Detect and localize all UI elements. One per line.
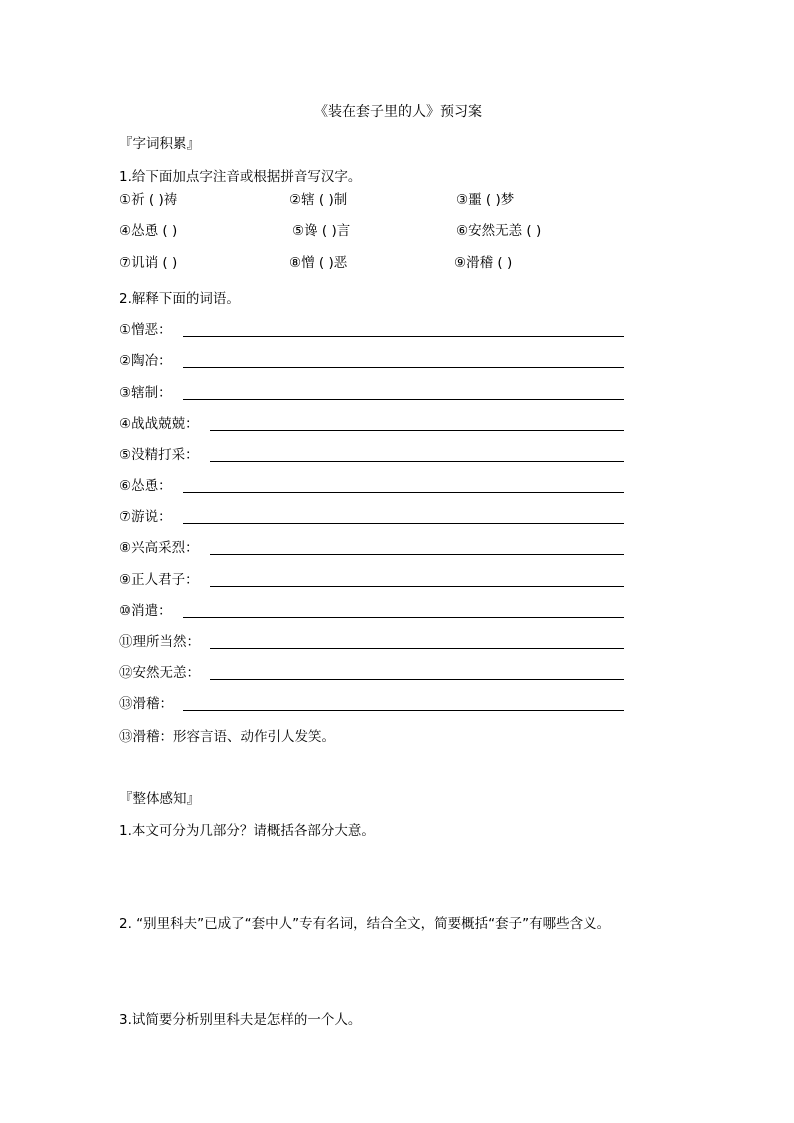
overview-question-2: 2. “别里科夫”已成了“套中人”专有名词，结合全文，简要概括“套子”有哪些含义。: [119, 916, 611, 932]
answer-line: [210, 461, 624, 462]
definition-term: ⑩消遣：: [119, 603, 172, 619]
overview-question-1: 1.本文可分为几部分？请概括各部分大意。: [119, 823, 375, 839]
answer-line: [183, 710, 624, 711]
pinyin-item: ⑦讥诮 ( ): [119, 255, 178, 271]
definition-term: ⑬滑稽：: [119, 696, 173, 712]
definition-term: ⑨正人君子：: [119, 572, 199, 588]
definition-term: ⑦游说：: [119, 509, 172, 525]
pinyin-item: ⑥安然无恙 ( ): [456, 223, 542, 239]
section-header-vocabulary: 『字词积累』: [119, 136, 200, 152]
definition-term: ⑪理所当然：: [119, 634, 200, 650]
answer-line: [183, 367, 624, 368]
definition-term: ⑥怂恿：: [119, 478, 172, 494]
definition-term: ⑧兴高采烈：: [119, 540, 199, 556]
pinyin-item: ③噩 ( )梦: [456, 192, 515, 208]
overview-question-3: 3.试简要分析别里科夫是怎样的一个人。: [119, 1012, 362, 1028]
pinyin-item: ①祈 ( )祷: [119, 192, 178, 208]
pinyin-item: ⑤谗 ( )言: [292, 223, 351, 239]
pinyin-item: ⑨滑稽 ( ): [454, 255, 513, 271]
answer-line: [183, 523, 624, 524]
answer-line: [183, 399, 624, 400]
pinyin-item: ④怂恿 ( ): [119, 223, 178, 239]
page-title: 《装在套子里的人》预习案: [314, 104, 482, 120]
question-1-label: 1.给下面加点字注音或根据拼音写汉字。: [119, 169, 362, 185]
pinyin-item: ⑧憎 ( )恶: [289, 255, 348, 271]
definition-term: ①憎恶：: [119, 322, 172, 338]
definition-term: ③辖制：: [119, 385, 172, 401]
definition-term: ⑤没精打采：: [119, 447, 199, 463]
answer-line: [210, 586, 624, 587]
answer-line: [183, 617, 624, 618]
answer-line: [183, 336, 624, 337]
definition-term: ②陶冶：: [119, 353, 172, 369]
answer-line: [210, 679, 624, 680]
answer-line: [210, 554, 624, 555]
definition-example: ⑬滑稽：形容言语、动作引人发笑。: [119, 729, 335, 745]
definition-term: ④战战兢兢：: [119, 416, 199, 432]
definition-term: ⑫安然无恙：: [119, 665, 200, 681]
answer-line: [183, 492, 624, 493]
section-header-overview: 『整体感知』: [119, 791, 200, 807]
question-2-label: 2.解释下面的词语。: [119, 291, 240, 307]
pinyin-item: ②辖 ( )制: [289, 192, 348, 208]
answer-line: [210, 430, 624, 431]
answer-line: [210, 648, 624, 649]
